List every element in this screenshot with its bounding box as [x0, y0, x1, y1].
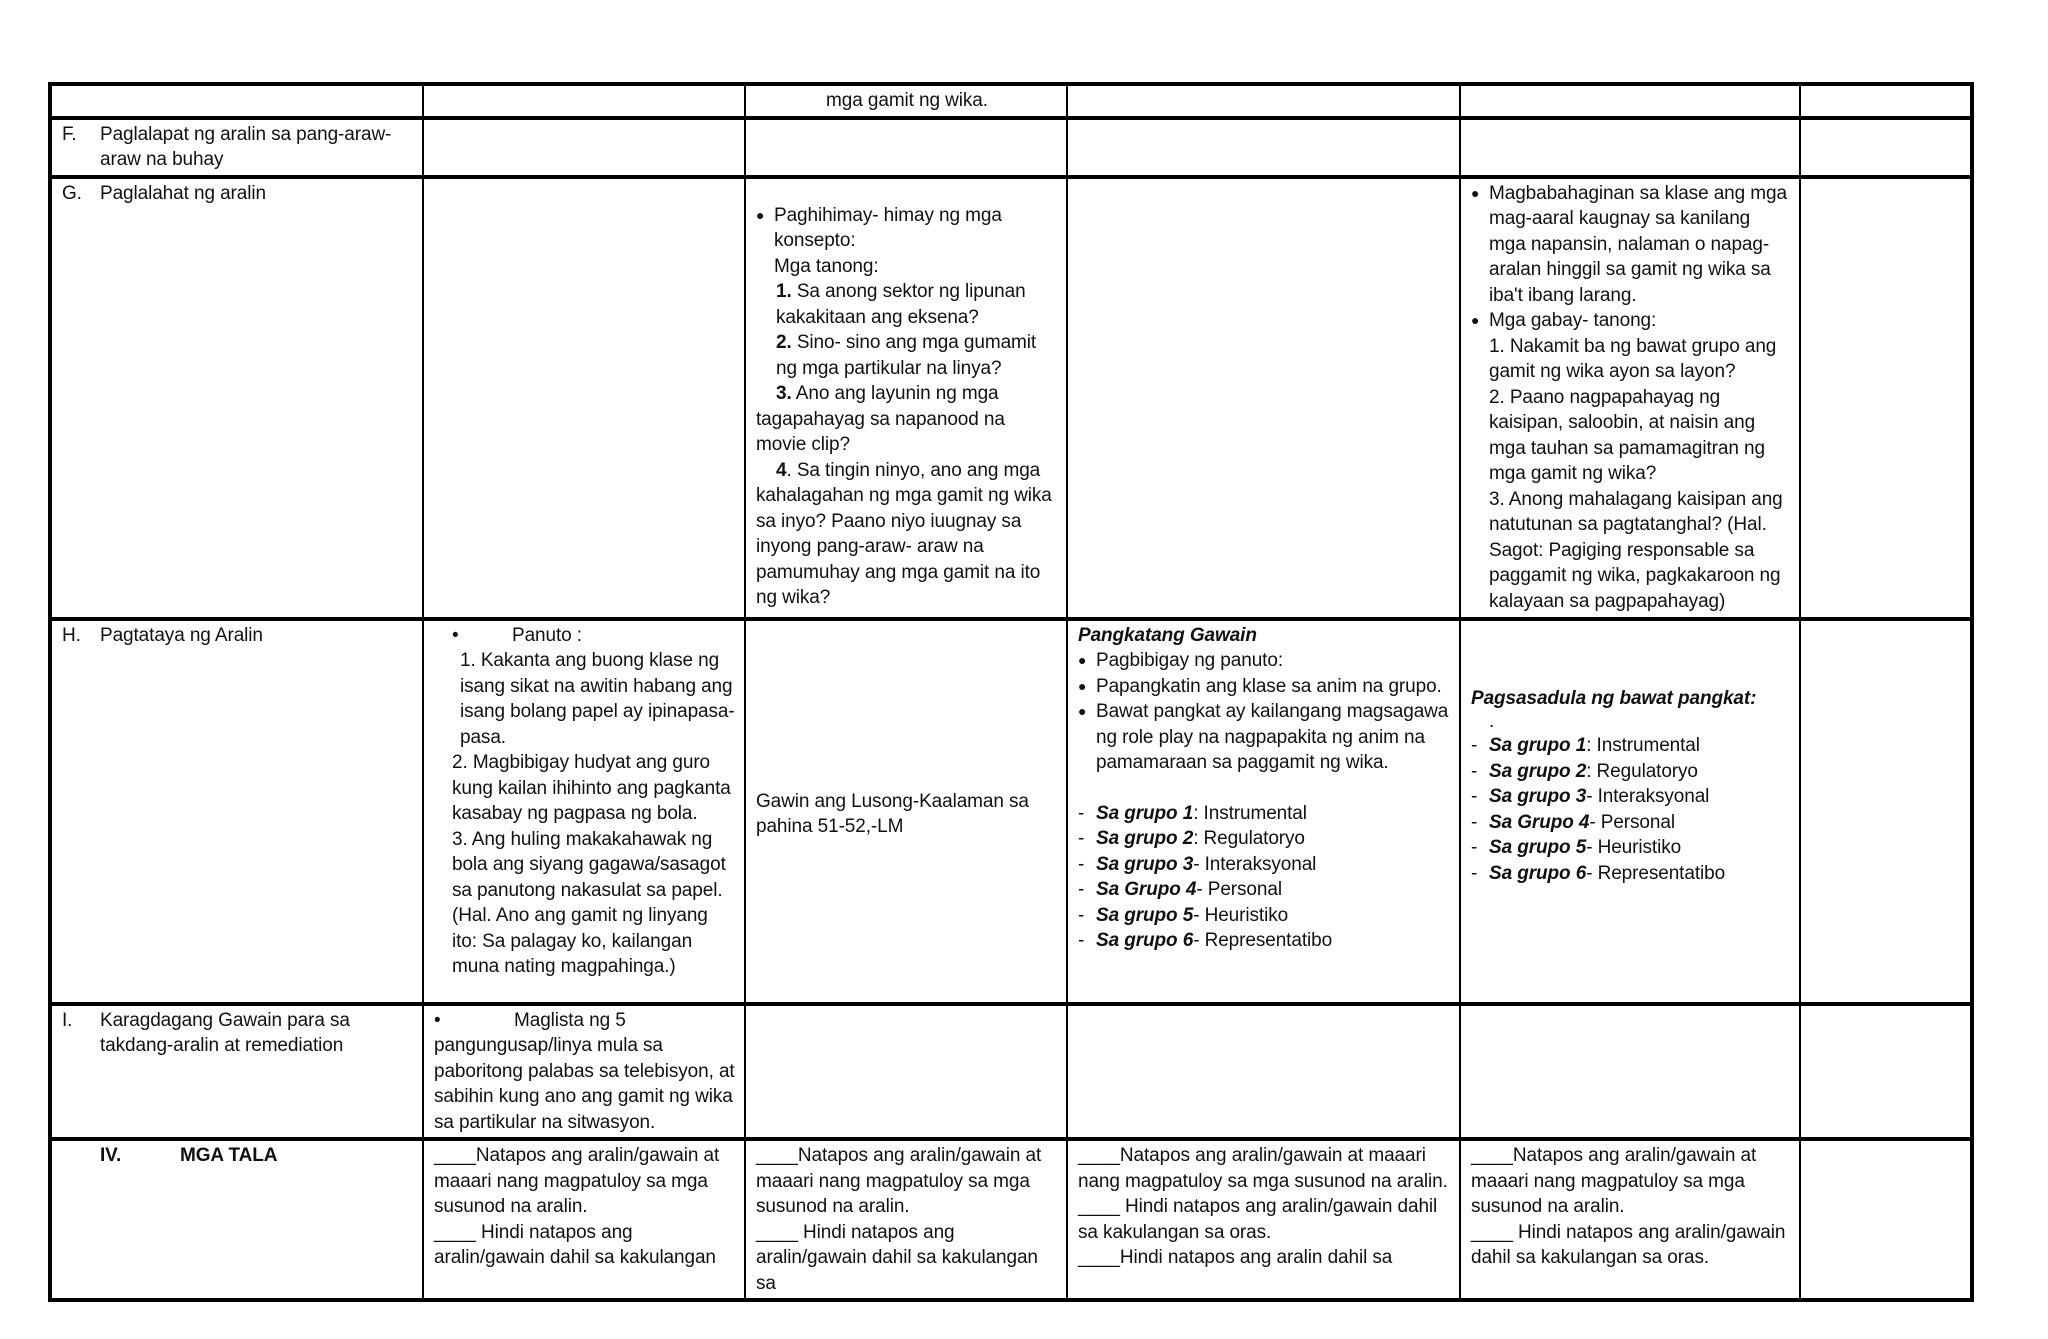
table-row	[50, 1139, 1972, 1300]
bullet-icon: ●	[1078, 703, 1087, 719]
text-line: .	[1489, 711, 1495, 732]
text-line: Mga tanong:	[774, 255, 879, 277]
table-cell	[1800, 619, 1972, 1004]
group-item	[1471, 861, 1791, 887]
table-row	[50, 84, 1972, 118]
table-cell	[745, 1004, 1067, 1140]
activity-text: Gawin ang Lusong-Kaalaman sa pahina 51-52,-LM	[756, 790, 1029, 837]
bullet-icon: ●	[1471, 184, 1480, 201]
group-item	[1078, 801, 1451, 827]
table-cell: ____Natapos ang aralin/gawain at maaari nang magpatuloy sa mga susunod na aralin. ____ Hindi natapos ang aralin/gawain dahil sa kakulangan sa oras.	[1460, 1139, 1800, 1300]
group-text: Sa grupo 1: Instrumental	[1489, 735, 1700, 756]
group-text: Sa grupo 6- Representatibo	[1489, 862, 1726, 884]
group-name: Sa grupo 2	[1489, 760, 1587, 782]
group-item	[1078, 928, 1451, 954]
question-item	[756, 381, 1058, 458]
group-text: Sa grupo 3- Interaksyonal	[1096, 853, 1317, 875]
group-name: Sa grupo 3	[1489, 786, 1587, 807]
row-letter: I.	[62, 1009, 73, 1031]
table-cell	[1800, 118, 1972, 177]
dash-marker: -	[1471, 837, 1478, 858]
table-cell	[50, 177, 423, 619]
group-item	[1471, 733, 1791, 759]
group-text: Sa grupo 3- Interaksyonal	[1489, 786, 1710, 807]
table-cell: ____Natapos ang aralin/gawain at maaari nang magpatuloy sa mga susunod na aralin. ____ Hindi natapos ang aralin/gawain dahil sa kakulangan sa	[745, 1139, 1067, 1300]
group-item	[1078, 877, 1451, 903]
section-title: Pangkatang Gawain	[1078, 624, 1257, 646]
row-letter: G.	[62, 182, 82, 204]
question-number: 2.	[776, 332, 792, 353]
group-text: Sa Grupo 4- Personal	[1096, 879, 1282, 900]
row-label: Karagdagang Gawain para sa takdang-aralin at remediation	[100, 1009, 350, 1056]
group-text: Sa grupo 1: Instrumental	[1096, 802, 1307, 824]
table-cell	[50, 84, 423, 118]
question-text: Sino- sino ang mga gumamit ng mga partikular na linya?	[776, 332, 1037, 379]
group-name: Sa grupo 2	[1096, 828, 1194, 849]
table-row	[50, 1004, 1972, 1140]
group-item	[1471, 810, 1791, 836]
bullet-icon: ●	[1471, 312, 1480, 328]
table-cell	[1460, 118, 1800, 177]
group-text: Sa grupo 6- Representatibo	[1096, 930, 1333, 951]
question-item: 1. Nakamit ba ng bawat grupo ang gamit ng wika ayon sa layon?	[1489, 335, 1777, 382]
table-cell	[1067, 1004, 1460, 1140]
question-item: 2. Paano nagpapahayag ng kaisipan, saloobin, at naisin ang mga tauhan sa pamamagitran ng mga gamit ng wika?	[1489, 386, 1765, 484]
table-cell: ____Natapos ang aralin/gawain at maaari nang magpatuloy sa mga susunod na aralin. ____ Hindi natapos ang aralin/gawain dahil sa kakulangan sa oras. ____Hindi natapos ang aralin dahil sa	[1067, 1139, 1460, 1300]
lesson-plan-table	[48, 82, 1974, 1302]
bullet-icon: •	[452, 624, 459, 646]
bullet-icon: ●	[1078, 677, 1087, 694]
dash-marker: -	[1471, 786, 1478, 807]
question-text: Sa anong sektor ng lipunan kakakitaan ang eksena?	[776, 281, 1026, 328]
bullet-icon: ●	[1078, 652, 1087, 668]
table-cell	[50, 118, 423, 177]
question-number: 4	[776, 459, 787, 481]
group-name: Sa grupo 6	[1096, 930, 1194, 951]
group-name: Sa Grupo 4	[1096, 879, 1197, 900]
group-name: Sa grupo 1	[1096, 802, 1194, 824]
table-cell	[745, 177, 1067, 619]
table-cell	[1460, 84, 1800, 118]
group-item	[1078, 903, 1451, 929]
table-cell	[50, 619, 423, 1004]
question-text: . Sa tingin ninyo, ano ang mga kahalagahan ng mga gamit ng wika sa inyo? Paano niyo iuugnay sa inyong pang-araw- araw na pamumuhay ang mga gamit na ito ng wika?	[756, 459, 1052, 608]
table-cell	[1460, 177, 1800, 619]
group-name: Sa grupo 5	[1489, 837, 1587, 858]
group-item	[1471, 784, 1791, 810]
group-text: Sa grupo 2: Regulatoryo	[1489, 760, 1698, 782]
dash-marker: -	[1078, 802, 1085, 824]
group-name: Sa grupo 3	[1096, 853, 1194, 875]
dash-marker: -	[1471, 811, 1478, 833]
table-cell	[50, 1004, 423, 1140]
table-cell	[1067, 619, 1460, 1004]
group-item	[1471, 835, 1791, 861]
group-item	[1078, 852, 1451, 878]
group-name: Sa Grupo 4	[1489, 811, 1590, 833]
question-text: Ano ang layunin ng mga tagapahayag sa napanood na movie clip?	[756, 383, 1005, 455]
table-cell	[745, 118, 1067, 177]
list-item: Pagbibigay ng panuto:	[1096, 650, 1284, 671]
table-cell	[423, 177, 745, 619]
dash-marker: -	[1078, 904, 1085, 926]
list-item: 3. Ang huling makakahawak ng bola ang siyang gagawa/sasagot sa panutong nakasulat sa papel. (Hal. Ano ang gamit ng linyang ito: Sa palagay ko, kailangan muna nating magpahinga.)	[452, 828, 726, 977]
group-text: Sa grupo 5- Heuristiko	[1096, 904, 1289, 926]
section-heading: MGA TALA	[180, 1145, 278, 1166]
table-cell	[1067, 177, 1460, 619]
table-row	[50, 118, 1972, 177]
dash-marker: -	[1078, 879, 1085, 900]
table-cell	[1460, 619, 1800, 1004]
list-item: Paghihimay- himay ng mga konsepto:	[774, 204, 1002, 251]
question-item	[756, 279, 1058, 330]
list-item: Mga gabay- tanong:	[1489, 310, 1657, 331]
question-number: 3.	[776, 383, 792, 404]
list-item: 1. Kakanta ang buong klase ng isang sikat na awitin habang ang isang bolang papel ay ipinapasa-pasa.	[460, 650, 735, 748]
dash-marker: -	[1078, 828, 1085, 849]
table-cell	[1067, 118, 1460, 177]
table-cell	[1800, 84, 1972, 118]
bullet-icon: ●	[756, 206, 765, 223]
table-cell	[1460, 1004, 1800, 1140]
table-row	[50, 619, 1972, 1004]
table-cell: ____Natapos ang aralin/gawain at maaari nang magpatuloy sa mga susunod na aralin. ____ Hindi natapos ang aralin/gawain dahil sa kakulangan	[423, 1139, 745, 1300]
group-item	[1078, 826, 1451, 852]
table-cell	[1800, 1004, 1972, 1140]
row-label: Paglalahat ng aralin	[100, 182, 266, 204]
table-cell	[1067, 84, 1460, 118]
list-item: 2. Magbibigay hudyat ang guro kung kailan ihihinto ang pagkanta kasabay ng pagpasa ng bola.	[452, 752, 731, 824]
dash-marker: -	[1471, 735, 1478, 756]
group-name: Sa grupo 6	[1489, 862, 1587, 884]
dash-marker: -	[1078, 853, 1085, 875]
table-cell	[423, 118, 745, 177]
dash-marker: -	[1471, 760, 1478, 782]
row-label: Paglalapat ng aralin sa pang-araw-araw na buhay	[100, 123, 392, 170]
table-cell	[1800, 177, 1972, 619]
list-item: Bawat pangkat ay kailangang magsagawa ng role play na nagpapakita ng anim na pamamaraan sa paggamit ng wika.	[1096, 701, 1449, 773]
table-cell	[50, 1139, 423, 1300]
list-item: Magbabahaginan sa klase ang mga mag-aaral kaugnay sa kanilang mga napansin, nalaman o napag-aralan hinggil sa gamit ng wika sa iba't ibang larang.	[1489, 182, 1787, 306]
table-row	[50, 177, 1972, 619]
section-title: Pagsasadula ng bawat pangkat:	[1471, 687, 1757, 709]
group-text: Sa grupo 2: Regulatoryo	[1096, 828, 1305, 849]
row-letter: H.	[62, 624, 81, 646]
table-cell	[1800, 1139, 1972, 1300]
row-letter: F.	[62, 123, 77, 145]
dash-marker: -	[1471, 862, 1478, 884]
section-number: IV.	[100, 1145, 122, 1166]
table-cell	[423, 619, 745, 1004]
table-cell	[423, 1004, 745, 1140]
row-label: Pagtataya ng Aralin	[100, 624, 263, 646]
group-name: Sa grupo 1	[1489, 735, 1587, 756]
question-item: 3. Anong mahalagang kaisipan ang natutunan sa pagtatanghal? (Hal. Sagot: Pagiging responsable sa paggamit ng wika, pagkakaroon ng kalayaan sa pagpapahayag)	[1489, 488, 1783, 612]
dash-marker: -	[1078, 930, 1085, 951]
group-name: Sa grupo 5	[1096, 904, 1194, 926]
bullet-icon: •	[434, 1009, 441, 1031]
group-text: Sa grupo 5- Heuristiko	[1489, 837, 1682, 858]
question-item	[756, 458, 1058, 611]
table-cell	[423, 84, 745, 118]
question-item	[756, 330, 1058, 381]
panuto-heading: Panuto :	[512, 624, 582, 646]
group-list	[1078, 801, 1451, 954]
group-list	[1471, 733, 1791, 886]
table-cell: mga gamit ng wika.	[745, 84, 1067, 118]
task-text: pangungusap/linya mula sa paboritong palabas sa telebisyon, at sabihin kung ano ang gamit ng wika sa partikular na sitwasyon.	[434, 1035, 735, 1133]
task-heading: Maglista ng 5	[514, 1009, 626, 1031]
group-item	[1471, 759, 1791, 785]
question-number: 1.	[776, 281, 792, 302]
group-text: Sa Grupo 4- Personal	[1489, 811, 1675, 833]
table-cell	[745, 619, 1067, 1004]
list-item: Papangkatin ang klase sa anim na grupo.	[1096, 675, 1442, 697]
